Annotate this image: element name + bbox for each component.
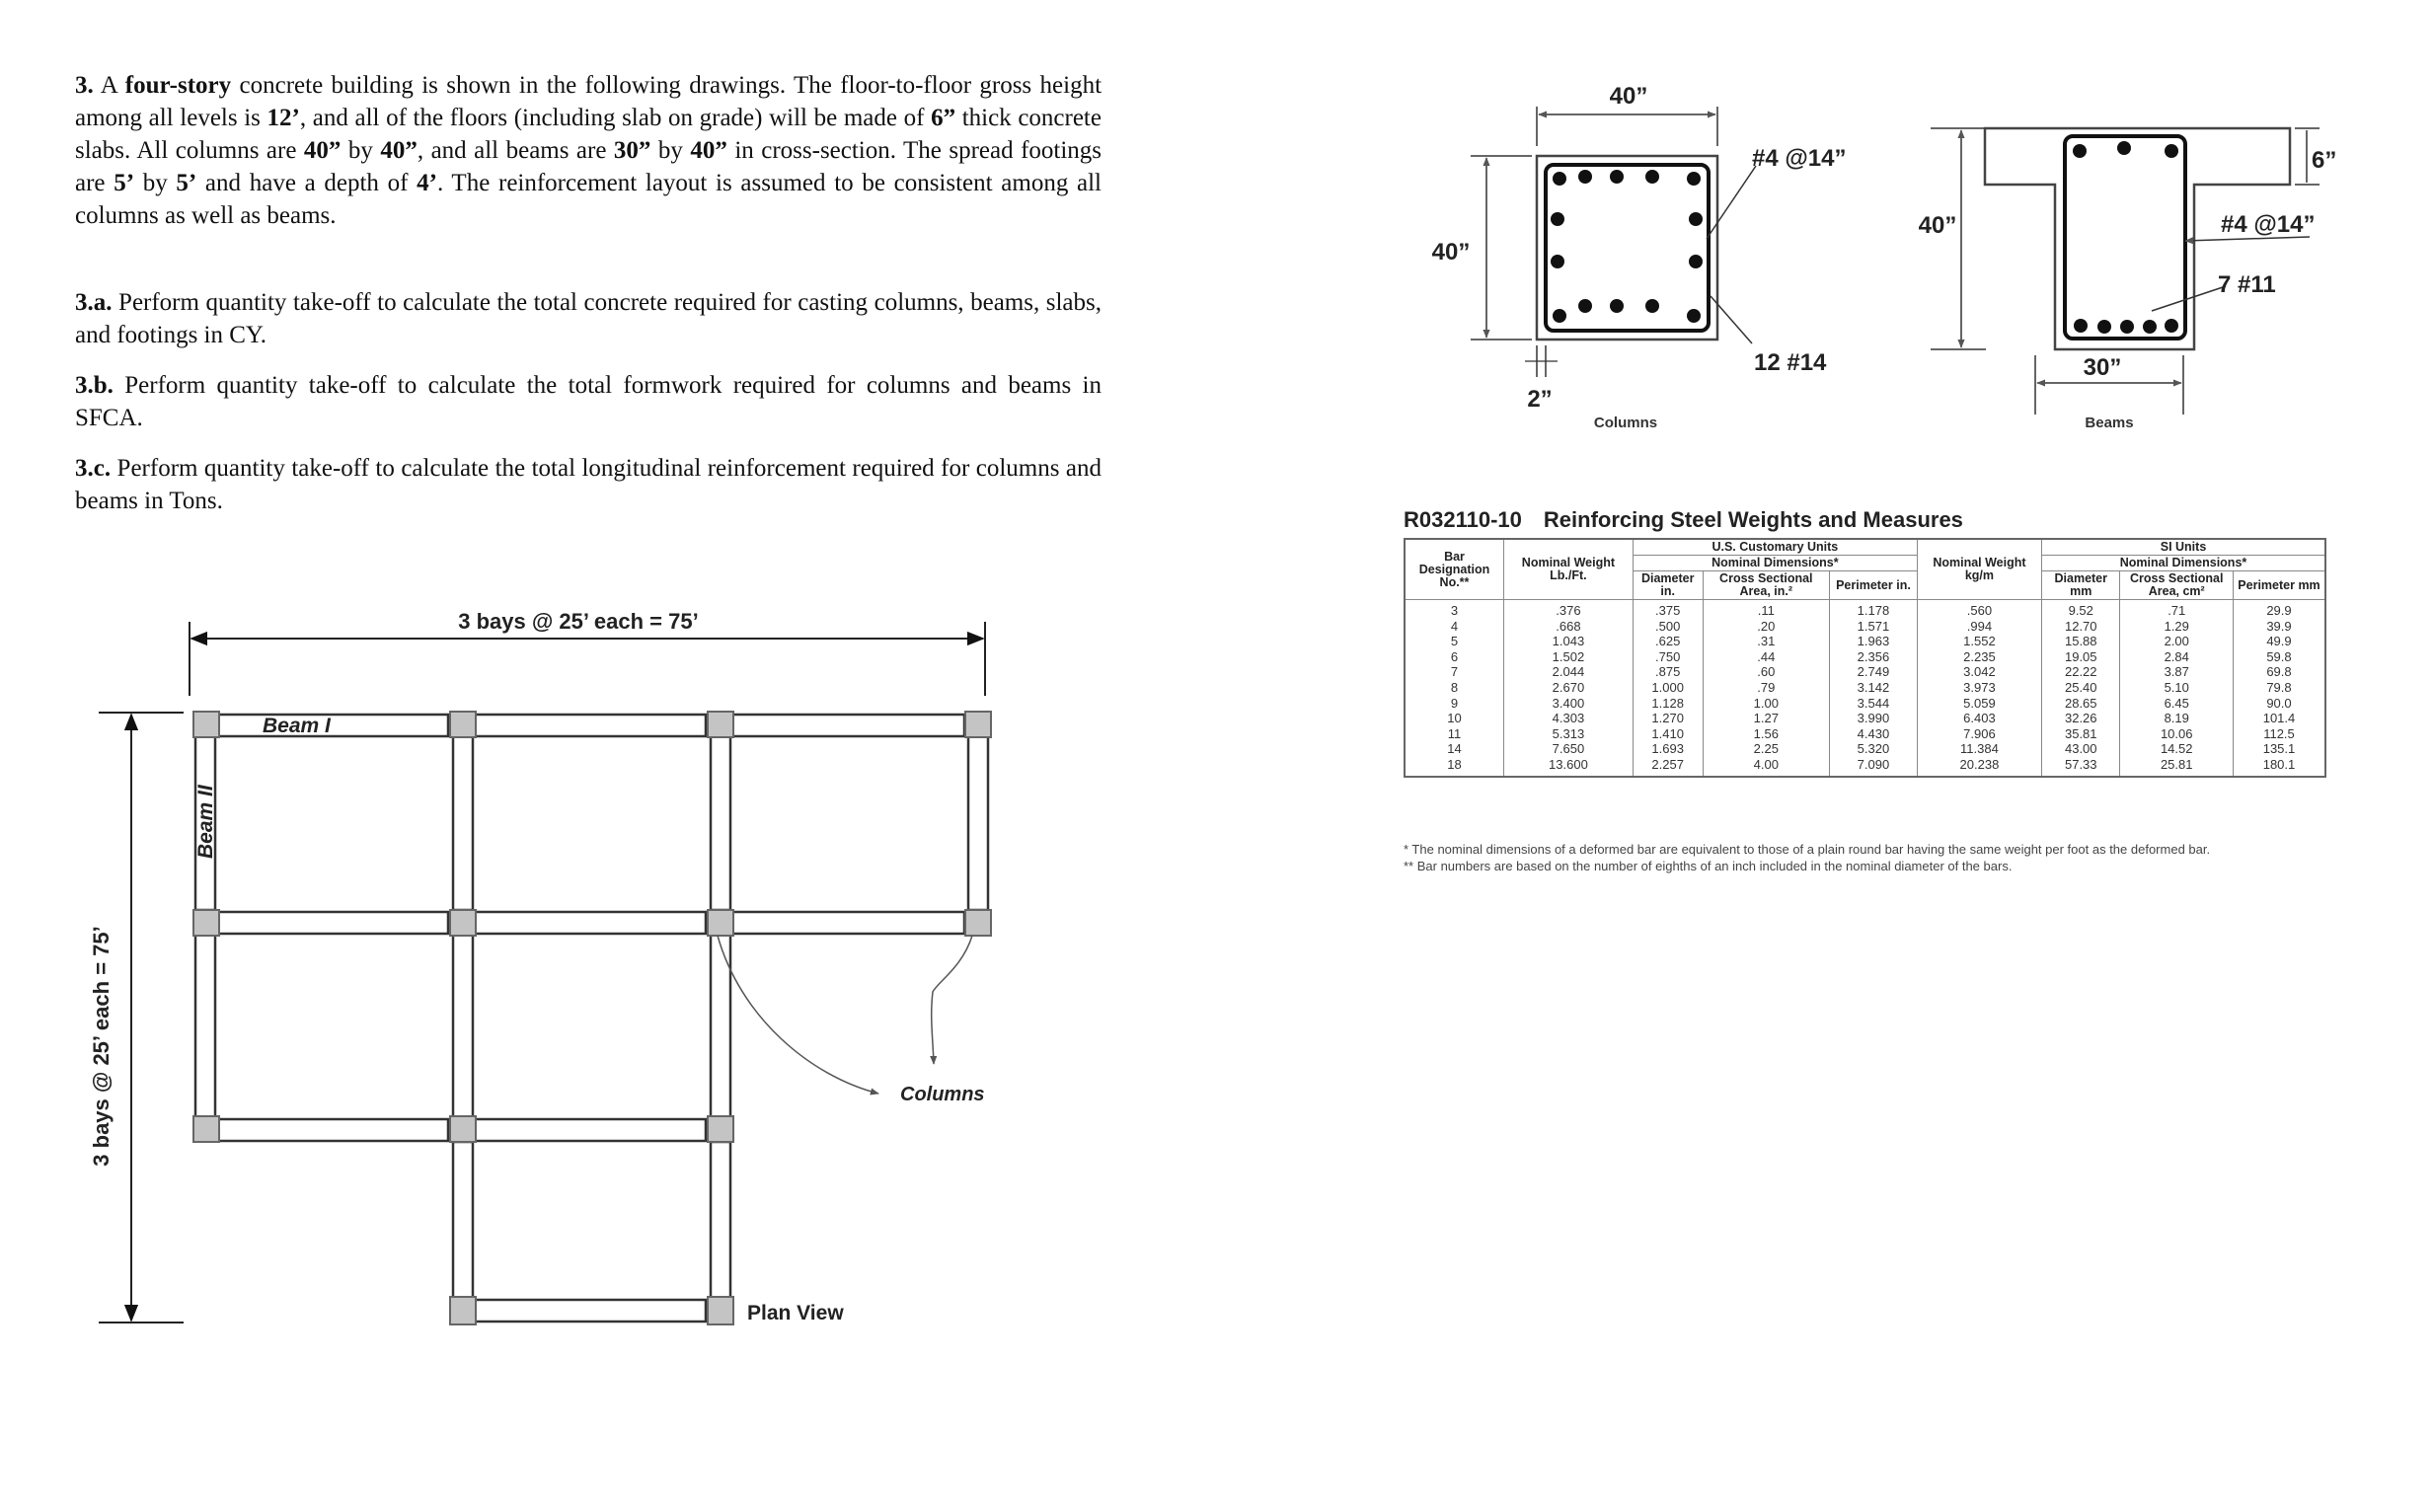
column-ties-label: #4 @14” xyxy=(1752,145,1847,172)
beam-2-label: Beam II xyxy=(194,785,217,859)
plan-view xyxy=(89,609,991,1324)
table-cell: 6.45 xyxy=(2120,696,2234,712)
slab-thickness-label: 6” xyxy=(2312,147,2337,174)
column xyxy=(708,712,733,737)
beam-section-caption: Beams xyxy=(2085,415,2134,431)
table-cell: 59.8 xyxy=(2233,649,2325,665)
column xyxy=(450,910,476,936)
table-cell: .750 xyxy=(1633,649,1703,665)
table-cell: 10.06 xyxy=(2120,726,2234,742)
column xyxy=(708,1116,733,1142)
table-cell: 5.059 xyxy=(1917,696,2041,712)
table-cell: 49.9 xyxy=(2233,634,2325,649)
table-row xyxy=(1405,634,2325,649)
beam xyxy=(216,715,448,736)
question-3c: 3.c. Perform quantity take-off to calculate the total longitudinal reinforcement required for columns and beams in Tons. xyxy=(75,455,1102,514)
table-note-2: ** Bar numbers are based on the number of eighths of an inch included in the nominal diameter of the bars. xyxy=(1404,859,2013,873)
table-cell: 2.670 xyxy=(1503,680,1633,696)
table-cell: 32.26 xyxy=(2042,711,2120,726)
table-cell: .875 xyxy=(1633,664,1703,680)
beam-width-label: 30” xyxy=(2083,354,2122,381)
table-cell: 1.128 xyxy=(1633,696,1703,712)
table-cell: .71 xyxy=(2120,600,2234,619)
table-cell: 1.00 xyxy=(1703,696,1830,712)
question-3b: 3.b. Perform quantity take-off to calculate the total formwork required for columns and beams in SFCA. xyxy=(75,372,1102,431)
column xyxy=(450,1297,476,1324)
table-cell: 1.693 xyxy=(1633,741,1703,757)
table-cell: 8 xyxy=(1405,680,1503,696)
table-note-1: * The nominal dimensions of a deformed bar are equivalent to those of a plain round bar having the same weight per foot as the deformed bar. xyxy=(1404,842,2211,857)
table-cell: .44 xyxy=(1703,649,1830,665)
table-cell: 2.044 xyxy=(1503,664,1633,680)
col-header-weight-si: Nominal Weight kg/m xyxy=(1917,539,2041,600)
table-cell: 3.990 xyxy=(1830,711,1918,726)
column xyxy=(965,712,991,737)
table-cell: 2.356 xyxy=(1830,649,1918,665)
table-cell: .625 xyxy=(1633,634,1703,649)
table-cell: 180.1 xyxy=(2233,757,2325,777)
table-notes xyxy=(1404,841,2210,874)
col-header-perimeter-us: Perimeter in. xyxy=(1830,571,1918,600)
table-cell: 7.090 xyxy=(1830,757,1918,777)
table-cell: 14.52 xyxy=(2120,741,2234,757)
table-cell: 1.502 xyxy=(1503,649,1633,665)
side-dimension-label: 3 bays @ 25’ each = 75’ xyxy=(89,926,114,1167)
table-cell: .20 xyxy=(1703,619,1830,635)
table-cell: 101.4 xyxy=(2233,711,2325,726)
table-title: Reinforcing Steel Weights and Measures xyxy=(1543,507,1963,532)
table-cell: 1.571 xyxy=(1830,619,1918,635)
table-cell: 1.56 xyxy=(1703,726,1830,742)
beam xyxy=(711,1142,730,1298)
beam xyxy=(732,912,964,934)
table-cell: 2.749 xyxy=(1830,664,1918,680)
table-cell: 3 xyxy=(1405,600,1503,619)
table-cell: 1.178 xyxy=(1830,600,1918,619)
beams xyxy=(195,715,988,1322)
table-cell: 8.19 xyxy=(2120,711,2234,726)
table-code: R032110-10 xyxy=(1404,507,1522,532)
beam xyxy=(195,935,215,1118)
table-cell: 3.400 xyxy=(1503,696,1633,712)
table-cell: 13.600 xyxy=(1503,757,1633,777)
column xyxy=(450,712,476,737)
table-cell: 2.00 xyxy=(2120,634,2234,649)
table-cell: 3.142 xyxy=(1830,680,1918,696)
cover-label: 2” xyxy=(1527,386,1553,413)
col-header-area-si: Cross Sectional Area, cm² xyxy=(2120,571,2234,600)
column xyxy=(708,910,733,936)
table-row xyxy=(1405,711,2325,726)
side-dimension xyxy=(89,713,184,1323)
table-cell: 1.27 xyxy=(1703,711,1830,726)
us-units-header: U.S. Customary Units xyxy=(1633,539,1917,556)
table-cell: 29.9 xyxy=(2233,600,2325,619)
table-row xyxy=(1405,726,2325,742)
col-header-bar: Bar Designation No.** xyxy=(1405,539,1503,600)
columns-label: Columns xyxy=(900,1084,985,1105)
beam xyxy=(968,735,988,910)
table-cell: 5.10 xyxy=(2120,680,2234,696)
table-cell: 1.29 xyxy=(2120,619,2234,635)
table-row xyxy=(1405,757,2325,777)
beam xyxy=(732,715,964,736)
table-cell: 22.22 xyxy=(2042,664,2120,680)
beam-stirrups-label: #4 @14” xyxy=(2221,211,2316,238)
beam-height-label: 40” xyxy=(1918,212,1957,239)
table-cell: 43.00 xyxy=(2042,741,2120,757)
column-section-caption: Columns xyxy=(1593,415,1658,431)
beam xyxy=(216,912,448,934)
table-cell: .375 xyxy=(1633,600,1703,619)
table-cell: 39.9 xyxy=(2233,619,2325,635)
table-cell: 1.963 xyxy=(1830,634,1918,649)
table-cell: 25.81 xyxy=(2120,757,2234,777)
table-cell: 79.8 xyxy=(2233,680,2325,696)
beam xyxy=(453,935,473,1118)
table-cell: .994 xyxy=(1917,619,2041,635)
beam-1-label: Beam I xyxy=(263,715,331,737)
table-row xyxy=(1405,664,2325,680)
column-height-label: 40” xyxy=(1431,239,1471,265)
table-cell: 5.313 xyxy=(1503,726,1633,742)
beam xyxy=(475,715,706,736)
columns-callout-arrow xyxy=(932,936,972,1064)
problem-intro: 3. A four-story concrete building is shown in the following drawings. The floor-to-floor gross height among all levels is 12’, and all of the floors (including slab on grade) will be made of 6” thick concrete slabs. All columns are 40” by 40”, and all beams are 30” by 40” in cross-section. The spread footings are 5’ by 5’ and have a depth of 4’. The reinforcement layout is assumed to be consistent among all columns as well as beams. xyxy=(75,72,1103,229)
table-cell: 1.410 xyxy=(1633,726,1703,742)
table-cell: 18 xyxy=(1405,757,1503,777)
table-cell: 135.1 xyxy=(2233,741,2325,757)
col-header-diameter-us: Diameter in. xyxy=(1633,571,1703,600)
table-cell: 9 xyxy=(1405,696,1503,712)
beam xyxy=(475,1119,706,1141)
table-cell: 20.238 xyxy=(1917,757,2041,777)
table-cell: .60 xyxy=(1703,664,1830,680)
us-nominal-dims-header: Nominal Dimensions* xyxy=(1633,556,1917,571)
table-row xyxy=(1405,741,2325,757)
table-cell: 6.403 xyxy=(1917,711,2041,726)
column-width-label: 40” xyxy=(1609,83,1648,110)
table-cell: 1.043 xyxy=(1503,634,1633,649)
table-cell: 11.384 xyxy=(1917,741,2041,757)
table-row xyxy=(1405,696,2325,712)
table-cell: 3.87 xyxy=(2120,664,2234,680)
table-cell: 19.05 xyxy=(2042,649,2120,665)
col-header-weight-us: Nominal Weight Lb./Ft. xyxy=(1503,539,1633,600)
table-cell: 14 xyxy=(1405,741,1503,757)
table-cell: 3.042 xyxy=(1917,664,2041,680)
table-row xyxy=(1405,649,2325,665)
si-units-header: SI Units xyxy=(2042,539,2325,556)
column xyxy=(193,910,219,936)
table-cell: 7.906 xyxy=(1917,726,2041,742)
table-cell: .668 xyxy=(1503,619,1633,635)
table-cell: 4.00 xyxy=(1703,757,1830,777)
table-cell: 90.0 xyxy=(2233,696,2325,712)
column xyxy=(193,1116,219,1142)
table-cell: 12.70 xyxy=(2042,619,2120,635)
beam xyxy=(453,1142,473,1298)
table-cell: .31 xyxy=(1703,634,1830,649)
table-cell: 7 xyxy=(1405,664,1503,680)
table-cell: 7.650 xyxy=(1503,741,1633,757)
top-dimension-label: 3 bays @ 25’ each = 75’ xyxy=(458,609,699,634)
table-cell: 4.430 xyxy=(1830,726,1918,742)
columns-callout-arrow xyxy=(718,936,878,1094)
table-row xyxy=(1405,619,2325,635)
table-cell: .500 xyxy=(1633,619,1703,635)
column xyxy=(708,1297,733,1324)
column xyxy=(450,1116,476,1142)
plan-view-title: Plan View xyxy=(747,1302,844,1324)
col-header-diameter-si: Diameter mm xyxy=(2042,571,2120,600)
col-header-area-us: Cross Sectional Area, in.² xyxy=(1703,571,1830,600)
table-cell: 10 xyxy=(1405,711,1503,726)
table-cell: 4.303 xyxy=(1503,711,1633,726)
table-cell: .79 xyxy=(1703,680,1830,696)
problem-number: 3. xyxy=(75,72,94,99)
reinforcing-steel-table xyxy=(1404,538,2326,778)
beam-bars-label: 7 #11 xyxy=(2218,271,2276,298)
table-cell: 9.52 xyxy=(2042,600,2120,619)
column xyxy=(965,910,991,936)
table-body xyxy=(1405,600,2325,777)
beam-section xyxy=(1919,128,2337,431)
table-cell: 6 xyxy=(1405,649,1503,665)
columns xyxy=(193,712,991,1324)
table-cell: .560 xyxy=(1917,600,2041,619)
table-cell: 2.84 xyxy=(2120,649,2234,665)
beam xyxy=(711,735,730,910)
table-cell: 3.973 xyxy=(1917,680,2041,696)
column-bars-label: 12 #14 xyxy=(1754,349,1827,376)
table-row xyxy=(1405,680,2325,696)
col-header-perimeter-si: Perimeter mm xyxy=(2233,571,2325,600)
table-cell: 4 xyxy=(1405,619,1503,635)
beam xyxy=(475,912,706,934)
table-cell: 1.000 xyxy=(1633,680,1703,696)
table-cell: 28.65 xyxy=(2042,696,2120,712)
question-3a: 3.a. Perform quantity take-off to calculate the total concrete required for casting columns, beams, slabs, and footings in CY. xyxy=(75,289,1102,348)
top-dimension xyxy=(190,609,985,696)
table-cell: 2.257 xyxy=(1633,757,1703,777)
column-section xyxy=(1432,83,1847,431)
beam xyxy=(216,1119,448,1141)
table-cell: 2.25 xyxy=(1703,741,1830,757)
table-cell: 69.8 xyxy=(2233,664,2325,680)
table-row xyxy=(1405,600,2325,619)
table-cell: 5 xyxy=(1405,634,1503,649)
table-cell: 2.235 xyxy=(1917,649,2041,665)
table-cell: 25.40 xyxy=(2042,680,2120,696)
table-cell: .376 xyxy=(1503,600,1633,619)
column xyxy=(193,712,219,737)
table-cell: 5.320 xyxy=(1830,741,1918,757)
si-nominal-dims-header: Nominal Dimensions* xyxy=(2042,556,2325,571)
table-cell: 11 xyxy=(1405,726,1503,742)
table-cell: 112.5 xyxy=(2233,726,2325,742)
table-cell: 15.88 xyxy=(2042,634,2120,649)
table-heading xyxy=(1404,507,1963,533)
table-cell: 3.544 xyxy=(1830,696,1918,712)
table-cell: 1.552 xyxy=(1917,634,2041,649)
beam xyxy=(453,735,473,910)
table-cell: 57.33 xyxy=(2042,757,2120,777)
table-cell: .11 xyxy=(1703,600,1830,619)
table-cell: 1.270 xyxy=(1633,711,1703,726)
table-cell: 35.81 xyxy=(2042,726,2120,742)
beam xyxy=(475,1300,706,1322)
